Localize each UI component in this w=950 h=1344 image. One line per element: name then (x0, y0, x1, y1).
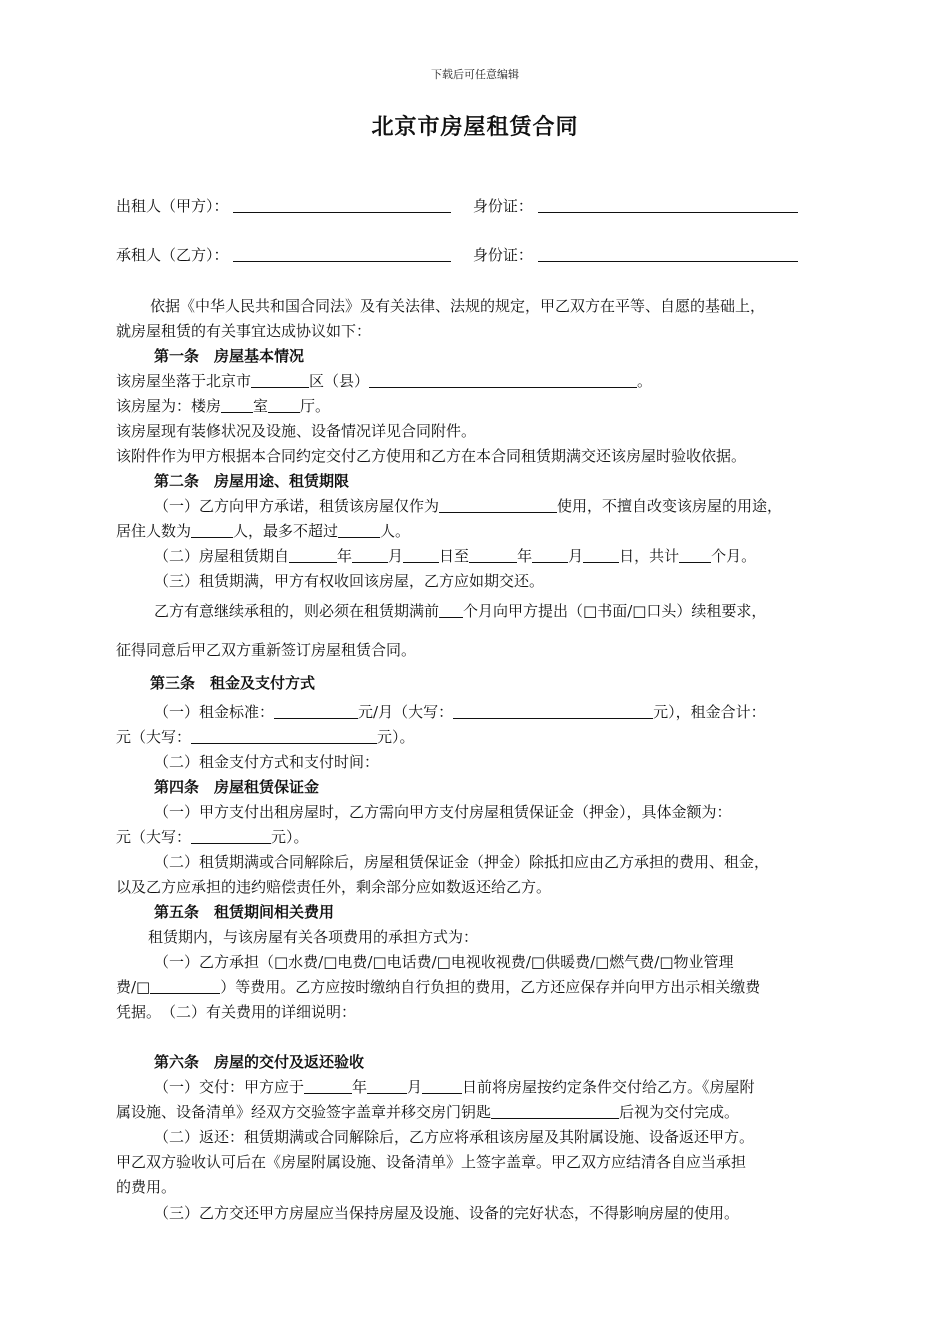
art2-p2-line (154, 546, 756, 566)
article-6-heading: 第六条 房屋的交付及返还验收 (154, 1053, 365, 1071)
art3-p1-line-1 (154, 702, 766, 722)
art2-person-text: 人。 (380, 522, 411, 540)
lessee-line (116, 245, 798, 265)
rent-words-text: 元/月（大写： (358, 703, 454, 721)
art2-p3: （三）租赁期满，甲方有权收回该房屋，乙方应如期交还。 (154, 572, 545, 590)
year-text-2: 年 (517, 547, 533, 565)
art5-p0: 租赁期内，与该房屋有关各项费用的承担方式为： (148, 928, 479, 946)
art6-p3: （三）乙方交还甲方房屋应当保持房屋及设施、设备的完好状态，不得影响房屋的使用。 (154, 1204, 740, 1222)
art2-max-text: 人，最多不超过 (233, 522, 339, 540)
month-text-2: 月 (568, 547, 584, 565)
art2-p1-text: （一）乙方向甲方承诺，租赁该房屋仅作为 (154, 497, 440, 515)
start-year-blank (289, 546, 337, 563)
address-blank (369, 371, 637, 388)
lessee-id-label: 身份证： (472, 246, 533, 264)
rent-words-blank (453, 702, 653, 719)
lessee-name-blank (233, 245, 451, 262)
art1-layout-text: 该房屋为：楼房 (116, 397, 222, 415)
art2-p4-line-2: 征得同意后甲乙双方重新签订房屋租赁合同。 (116, 641, 417, 659)
art4-p1-line-1: （一）甲方支付出租房屋时，乙方需向甲方支付房屋租赁保证金（押金），具体金额为： (154, 803, 732, 821)
article-5-heading: 第五条 租赁期间相关费用 (154, 903, 335, 921)
day-to-text: 日至 (439, 547, 470, 565)
deposit-words-text: 元（大写： (116, 828, 192, 846)
art1-location-text: 该房屋坐落于北京市 (116, 372, 252, 390)
art2-residents-text: 居住人数为 (116, 522, 192, 540)
article-4-heading: 第四条 房屋租赁保证金 (154, 778, 320, 796)
art3-p2: （二）租金支付方式和支付时间： (154, 753, 380, 771)
rent-total-words-text: 元（大写： (116, 728, 192, 746)
art2-p1-text-2: 使用，不擅自改变该房屋的用途， (557, 497, 783, 515)
art4-p2-line-1: （二）租赁期满或合同解除后，房屋租赁保证金（押金）除抵扣应由乙方承担的费用、租金， (154, 853, 770, 871)
art6-p2-line-2: 甲乙双方验收认可后在《房屋附属设施、设备清单》上签字盖章。甲乙双方应结清各自应当承担 (116, 1153, 747, 1171)
art2-p1-line-1 (154, 496, 782, 516)
months-blank (679, 546, 711, 563)
handover-text-2: 日前将房屋按约定条件交付给乙方。《房屋附 (462, 1078, 755, 1096)
art1-line-4: 该附件作为甲方根据本合同约定交付乙方使用和乙方在本合同租赁期满交还该房屋时验收依据。 (116, 447, 747, 465)
page-header: 下载后可任意编辑 (431, 68, 519, 81)
start-month-blank (352, 546, 388, 563)
keys-text: 属设施、设备清单》经双方交验签字盖章并移交房门钥匙 (116, 1103, 492, 1121)
art1-room-text: 室 (253, 397, 269, 415)
art4-p1-line-2 (116, 827, 309, 847)
deposit-close: 元）。 (271, 828, 309, 846)
lessor-line (116, 196, 798, 216)
art1-layout-line (116, 396, 330, 416)
art1-period: 。 (637, 372, 653, 390)
total-text: 日，共计 (619, 547, 680, 565)
art1-hall-text: 厅。 (300, 397, 331, 415)
other-fee-blank (150, 977, 220, 994)
art2-renew-text: 乙方有意继续承租的，则必须在租赁期满前 (154, 602, 440, 620)
art1-district-text: 区（县） (309, 372, 370, 390)
art6-p2-line-1: （二）返还：租赁期满或合同解除后，乙方应将承租该房屋及其附属设施、设备返还甲方。 (154, 1128, 755, 1146)
lessor-name-blank (233, 196, 451, 213)
article-2-heading: 第二条 房屋用途、租赁期限 (154, 472, 350, 490)
lessee-id-blank (538, 245, 798, 262)
end-month-blank (532, 546, 568, 563)
art2-p1-line-2 (116, 521, 410, 541)
art5-fee-text: ）等费用。乙方应按时缴纳自行负担的费用，乙方还应保存并向甲方出示相关缴费 (220, 978, 761, 996)
art6-p1-line-1 (154, 1077, 755, 1097)
month-text-3: 月 (407, 1078, 423, 1096)
keys-blank (491, 1102, 619, 1119)
other-fee-text: 费/□ (116, 978, 151, 996)
art5-p1-line-2 (116, 977, 760, 997)
max-residents-blank (338, 521, 380, 538)
rooms-blank (221, 396, 253, 413)
end-day-blank (583, 546, 619, 563)
art6-p2-line-3: 的费用。 (116, 1178, 177, 1196)
year-text: 年 (337, 547, 353, 565)
lessor-id-label: 身份证： (472, 197, 533, 215)
end-year-blank (469, 546, 517, 563)
handover-text: （一）交付：甲方应于 (154, 1078, 305, 1096)
art1-location-line (116, 371, 652, 391)
halls-blank (268, 396, 300, 413)
rent-total-words-blank (191, 727, 377, 744)
lessor-label: 出租人（甲方）： (116, 197, 229, 215)
residents-blank (191, 521, 233, 538)
rent-total-close: 元）。 (377, 728, 415, 746)
rent-total-text: 元），租金合计： (653, 703, 766, 721)
handover-month-blank (367, 1077, 407, 1094)
rent-standard-text: （一）租金标准： (154, 703, 275, 721)
document-title: 北京市房屋租赁合同 (371, 114, 579, 140)
lessee-label: 承租人（乙方）： (116, 246, 229, 264)
year-text-3: 年 (352, 1078, 368, 1096)
monthly-rent-blank (274, 702, 358, 719)
art5-p1-line-1: （一）乙方承担（□水费/□电费/□电话费/□电视收视费/□供暖费/□燃气费/□物业管理 (154, 953, 734, 971)
art6-p1-line-2 (116, 1102, 739, 1122)
art3-p1-line-2 (116, 727, 415, 747)
handover-year-blank (304, 1077, 352, 1094)
art2-p4-line-1 (154, 601, 766, 621)
deposit-words-blank (191, 827, 271, 844)
usage-blank (439, 496, 557, 513)
art1-line-3: 该房屋现有装修状况及设施、设备情况详见合同附件。 (116, 422, 477, 440)
start-day-blank (403, 546, 439, 563)
art2-term-text: （二）房屋租赁期自 (154, 547, 290, 565)
month-text: 月 (388, 547, 404, 565)
lessor-id-blank (538, 196, 798, 213)
article-1-heading: 第一条 房屋基本情况 (154, 347, 305, 365)
art5-p1-line-3: 凭据。 （二）有关费用的详细说明： (116, 1003, 357, 1021)
art4-p2-line-2: 以及乙方应承担的违约赔偿责任外，剩余部分应如数返还给乙方。 (116, 878, 552, 896)
handover-day-blank (422, 1077, 462, 1094)
handover-complete-text: 后视为交付完成。 (619, 1103, 740, 1121)
intro-line-1: 依据《中华人民共和国合同法》及有关法律、法规的规定，甲乙双方在平等、自愿的基础上， (150, 297, 766, 315)
article-3-heading: 第三条 租金及支付方式 (150, 674, 316, 692)
intro-line-2: 就房屋租赁的有关事宜达成协议如下： (116, 322, 372, 340)
art2-renew-text-2: 个月向甲方提出（□书面/□口头）续租要求， (463, 602, 767, 620)
district-blank (251, 371, 309, 388)
renew-months-blank (439, 601, 463, 618)
months-text: 个月。 (711, 547, 757, 565)
